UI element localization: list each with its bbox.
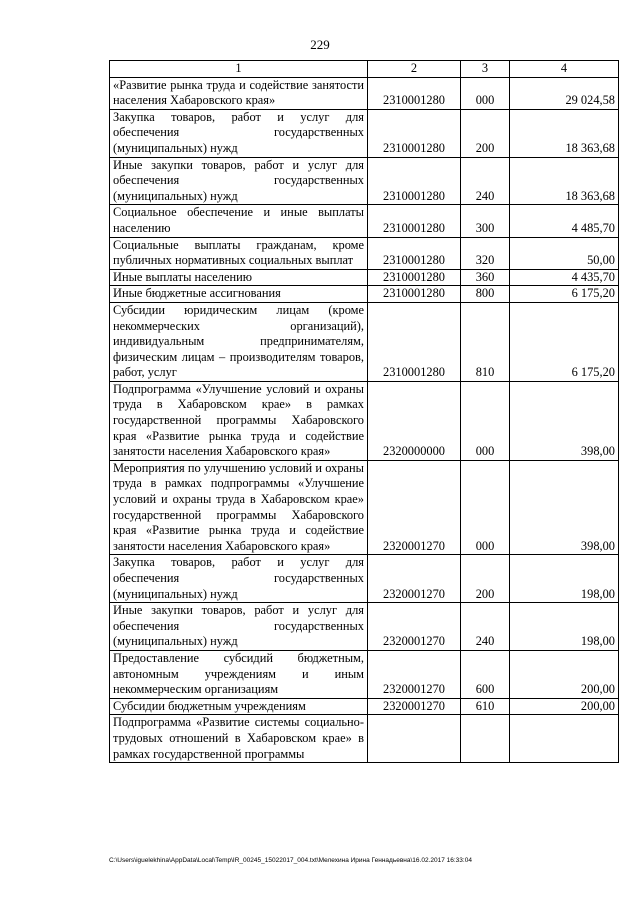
row-name-cell: «Развитие рынка труда и содействие занятости населения Хабаровского края»	[110, 77, 368, 109]
row-amount-cell: 198,00	[510, 555, 619, 603]
footer-file-path: C:\Users\iguelekhina\AppData\Local\Temp\IR_00245_15022017_004.txt\Мелехина Ирина Геннадьевна\16.02.2017 16:33:04	[109, 857, 472, 864]
row-code-cell: 2310001280	[368, 109, 461, 157]
row-type-cell: 000	[461, 381, 510, 460]
table-row	[110, 460, 619, 555]
row-type-cell: 810	[461, 302, 510, 381]
row-type-cell: 240	[461, 603, 510, 651]
row-type-cell: 610	[461, 698, 510, 715]
table-row	[110, 286, 619, 303]
table-row	[110, 650, 619, 698]
row-code-cell: 2310001280	[368, 269, 461, 286]
row-amount-cell: 200,00	[510, 650, 619, 698]
row-amount-cell: 6 175,20	[510, 286, 619, 303]
table-row	[110, 109, 619, 157]
row-code-cell: 2310001280	[368, 205, 461, 237]
row-name-cell: Иные бюджетные ассигнования	[110, 286, 368, 303]
row-name-cell: Иные выплаты населению	[110, 269, 368, 286]
row-amount-cell: 29 024,58	[510, 77, 619, 109]
row-amount-cell: 6 175,20	[510, 302, 619, 381]
row-code-cell	[368, 715, 461, 763]
row-amount-cell: 200,00	[510, 698, 619, 715]
row-amount-cell: 18 363,68	[510, 157, 619, 205]
row-type-cell	[461, 715, 510, 763]
column-header-type: 3	[461, 61, 510, 78]
table-row	[110, 205, 619, 237]
table-row	[110, 381, 619, 460]
row-name-cell: Социальные выплаты гражданам, кроме публичных нормативных социальных выплат	[110, 237, 368, 269]
row-amount-cell: 50,00	[510, 237, 619, 269]
row-amount-cell: 18 363,68	[510, 109, 619, 157]
row-type-cell: 300	[461, 205, 510, 237]
table-header-row	[110, 61, 619, 78]
row-amount-cell: 4 435,70	[510, 269, 619, 286]
row-code-cell: 2310001280	[368, 237, 461, 269]
row-name-cell: Мероприятия по улучшению условий и охраны труда в рамках подпрограммы «Улучшение условий и охраны труда в Хабаровском крае» государственной программы Хабаровского края «Развитие рынка труда и содействие занятости населения Хабаровского края»	[110, 460, 368, 555]
page-number: 229	[310, 37, 330, 52]
table-row	[110, 77, 619, 109]
table-row	[110, 237, 619, 269]
row-code-cell: 2320001270	[368, 555, 461, 603]
row-code-cell: 2320001270	[368, 603, 461, 651]
table-row	[110, 302, 619, 381]
row-type-cell: 200	[461, 109, 510, 157]
row-amount-cell: 398,00	[510, 381, 619, 460]
column-header-code: 2	[368, 61, 461, 78]
row-name-cell: Предоставление субсидий бюджетным, автономным учреждениям и иным некоммерческим организациям	[110, 650, 368, 698]
table-row	[110, 603, 619, 651]
row-code-cell: 2320001270	[368, 650, 461, 698]
row-name-cell: Социальное обеспечение и иные выплаты населению	[110, 205, 368, 237]
row-code-cell: 2310001280	[368, 77, 461, 109]
table-row	[110, 715, 619, 763]
table-row	[110, 698, 619, 715]
row-name-cell: Подпрограмма «Улучшение условий и охраны труда в Хабаровском крае» в рамках государственной программы Хабаровского края «Развитие рынка труда и содействие занятости населения Хабаровского края»	[110, 381, 368, 460]
row-code-cell: 2320001270	[368, 460, 461, 555]
row-type-cell: 360	[461, 269, 510, 286]
row-type-cell: 240	[461, 157, 510, 205]
row-name-cell: Иные закупки товаров, работ и услуг для обеспечения государственных (муниципальных) нужд	[110, 157, 368, 205]
row-name-cell: Подпрограмма «Развитие системы социально-трудовых отношений в Хабаровском крае» в рамках государственной программы	[110, 715, 368, 763]
row-amount-cell	[510, 715, 619, 763]
row-name-cell: Закупка товаров, работ и услуг для обеспечения государственных (муниципальных) нужд	[110, 109, 368, 157]
row-name-cell: Иные закупки товаров, работ и услуг для обеспечения государственных (муниципальных) нужд	[110, 603, 368, 651]
row-type-cell: 600	[461, 650, 510, 698]
column-header-amount: 4	[510, 61, 619, 78]
row-code-cell: 2320000000	[368, 381, 461, 460]
row-amount-cell: 198,00	[510, 603, 619, 651]
table-row	[110, 157, 619, 205]
row-type-cell: 800	[461, 286, 510, 303]
budget-table	[109, 60, 619, 763]
row-code-cell: 2310001280	[368, 302, 461, 381]
table-row	[110, 555, 619, 603]
table-row	[110, 269, 619, 286]
row-name-cell: Закупка товаров, работ и услуг для обеспечения государственных (муниципальных) нужд	[110, 555, 368, 603]
row-code-cell: 2310001280	[368, 157, 461, 205]
row-type-cell: 000	[461, 77, 510, 109]
row-type-cell: 320	[461, 237, 510, 269]
row-type-cell: 200	[461, 555, 510, 603]
row-amount-cell: 398,00	[510, 460, 619, 555]
row-amount-cell: 4 485,70	[510, 205, 619, 237]
column-header-name: 1	[110, 61, 368, 78]
row-code-cell: 2320001270	[368, 698, 461, 715]
row-type-cell: 000	[461, 460, 510, 555]
row-name-cell: Субсидии юридическим лицам (кроме некоммерческих организаций), индивидуальным предпринимателям, физическим лицам – производителям товаров, работ, услуг	[110, 302, 368, 381]
row-code-cell: 2310001280	[368, 286, 461, 303]
row-name-cell: Субсидии бюджетным учреждениям	[110, 698, 368, 715]
